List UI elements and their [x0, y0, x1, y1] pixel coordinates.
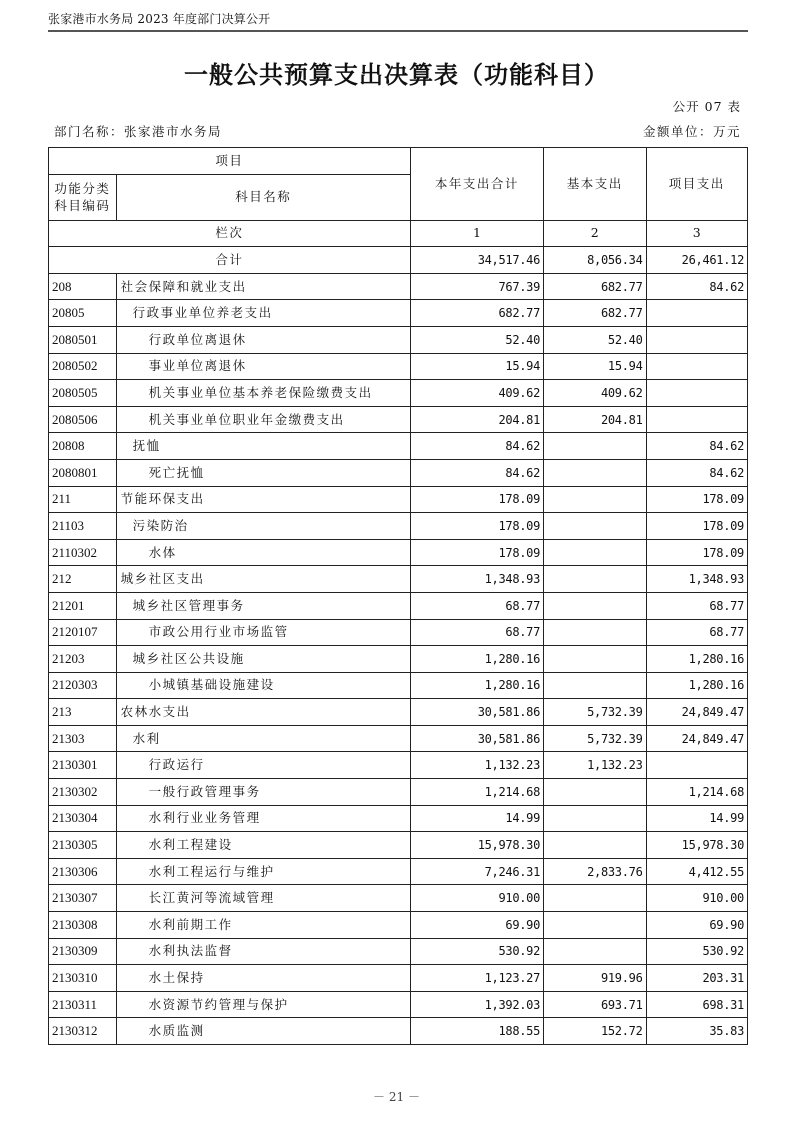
row-basic [544, 672, 646, 699]
row-code: 2130308 [49, 912, 117, 939]
total-row [49, 247, 748, 274]
row-name: 农林水支出 [116, 699, 410, 726]
row-total: 1,132.23 [410, 752, 543, 779]
row-total: 30,581.86 [410, 699, 543, 726]
department-name: 部门名称：张家港市水务局 [54, 124, 223, 139]
row-project: 4,412.55 [646, 858, 747, 885]
row-basic: 682.77 [544, 300, 646, 327]
row-name: 长江黄河等流域管理 [116, 885, 410, 912]
row-total: 1,214.68 [410, 779, 543, 806]
row-name: 一般行政管理事务 [116, 779, 410, 806]
row-code: 2080501 [49, 326, 117, 353]
row-total: 409.62 [410, 380, 543, 407]
table-row [49, 513, 748, 540]
column-index-1: 1 [410, 220, 543, 247]
row-total: 30,581.86 [410, 725, 543, 752]
row-basic: 409.62 [544, 380, 646, 407]
row-basic [544, 912, 646, 939]
table-row [49, 433, 748, 460]
row-code: 2130312 [49, 1018, 117, 1045]
table-row [49, 885, 748, 912]
row-basic: 5,732.39 [544, 699, 646, 726]
row-name: 社会保障和就业支出 [116, 273, 410, 300]
row-project: 698.31 [646, 991, 747, 1018]
row-name: 污染防治 [116, 513, 410, 540]
row-project: 14.99 [646, 805, 747, 832]
row-project [646, 353, 747, 380]
row-name: 水利前期工作 [116, 912, 410, 939]
row-name: 小城镇基础设施建设 [116, 672, 410, 699]
row-name: 死亡抚恤 [116, 459, 410, 486]
row-basic: 204.81 [544, 406, 646, 433]
row-basic [544, 885, 646, 912]
column-index-3: 3 [646, 220, 747, 247]
table-row [49, 406, 748, 433]
total-basic: 8,056.34 [544, 247, 646, 274]
row-code: 2130304 [49, 805, 117, 832]
row-total: 14.99 [410, 805, 543, 832]
table-row [49, 1018, 748, 1045]
page-title: 一般公共预算支出决算表（功能科目） [184, 61, 609, 89]
row-total: 178.09 [410, 539, 543, 566]
table-row [49, 858, 748, 885]
row-name: 水资源节约管理与保护 [116, 991, 410, 1018]
row-total: 68.77 [410, 592, 543, 619]
row-project [646, 300, 747, 327]
total-project: 26,461.12 [646, 247, 747, 274]
row-code: 2080502 [49, 353, 117, 380]
row-total: 15,978.30 [410, 832, 543, 859]
row-code: 212 [49, 566, 117, 593]
row-basic: 1,132.23 [544, 752, 646, 779]
row-basic [544, 592, 646, 619]
row-project: 68.77 [646, 592, 747, 619]
header-row-1 [49, 148, 748, 175]
row-name: 行政单位离退休 [116, 326, 410, 353]
row-total: 178.09 [410, 486, 543, 513]
row-project: 178.09 [646, 486, 747, 513]
row-name: 水体 [116, 539, 410, 566]
row-total: 1,280.16 [410, 672, 543, 699]
table-row [49, 965, 748, 992]
total-label: 合计 [49, 247, 411, 274]
row-code: 21303 [49, 725, 117, 752]
row-project: 1,214.68 [646, 779, 747, 806]
header-total: 本年支出合计 [410, 148, 543, 221]
amount-unit: 金额单位：万元 [642, 124, 741, 139]
row-project: 15,978.30 [646, 832, 747, 859]
row-total: 178.09 [410, 513, 543, 540]
table-row [49, 592, 748, 619]
table-row [49, 805, 748, 832]
header-code-line2: 科目编码 [54, 198, 111, 214]
row-project: 35.83 [646, 1018, 747, 1045]
table-row [49, 273, 748, 300]
row-project: 24,849.47 [646, 725, 747, 752]
row-project: 84.62 [646, 273, 747, 300]
column-index-row [49, 220, 748, 247]
header-code-line1: 功能分类 [54, 181, 111, 197]
row-code: 2130305 [49, 832, 117, 859]
row-code: 2080505 [49, 380, 117, 407]
row-code: 20805 [49, 300, 117, 327]
row-total: 1,348.93 [410, 566, 543, 593]
row-code: 2130302 [49, 779, 117, 806]
row-total: 910.00 [410, 885, 543, 912]
row-name: 水利执法监督 [116, 938, 410, 965]
row-basic [544, 539, 646, 566]
row-code: 2130307 [49, 885, 117, 912]
row-total: 69.90 [410, 912, 543, 939]
table-row [49, 300, 748, 327]
header-item: 项目 [49, 148, 411, 175]
row-project: 178.09 [646, 513, 747, 540]
table-row [49, 752, 748, 779]
row-basic: 2,833.76 [544, 858, 646, 885]
row-name: 水利 [116, 725, 410, 752]
row-total: 1,123.27 [410, 965, 543, 992]
row-basic: 682.77 [544, 273, 646, 300]
table-row [49, 779, 748, 806]
row-basic [544, 513, 646, 540]
row-name: 抚恤 [116, 433, 410, 460]
header-project: 项目支出 [646, 148, 747, 221]
row-name: 机关事业单位职业年金缴费支出 [116, 406, 410, 433]
row-project [646, 326, 747, 353]
row-code: 21103 [49, 513, 117, 540]
row-project [646, 752, 747, 779]
table-row [49, 326, 748, 353]
row-total: 1,280.16 [410, 646, 543, 673]
row-project: 24,849.47 [646, 699, 747, 726]
row-basic [544, 566, 646, 593]
table-row [49, 566, 748, 593]
row-project: 1,280.16 [646, 646, 747, 673]
table-row [49, 619, 748, 646]
row-basic: 15.94 [544, 353, 646, 380]
row-basic [544, 832, 646, 859]
row-name: 城乡社区公共设施 [116, 646, 410, 673]
row-code: 20808 [49, 433, 117, 460]
row-basic: 5,732.39 [544, 725, 646, 752]
row-project: 910.00 [646, 885, 747, 912]
row-project: 530.92 [646, 938, 747, 965]
table-row [49, 353, 748, 380]
row-name: 水利行业业务管理 [116, 805, 410, 832]
row-total: 68.77 [410, 619, 543, 646]
row-basic [544, 433, 646, 460]
table-row [49, 832, 748, 859]
row-project: 1,348.93 [646, 566, 747, 593]
column-index-label: 栏次 [49, 220, 411, 247]
table-row [49, 991, 748, 1018]
row-basic [544, 805, 646, 832]
row-basic: 152.72 [544, 1018, 646, 1045]
table-row [49, 539, 748, 566]
row-total: 1,392.03 [410, 991, 543, 1018]
row-code: 2120107 [49, 619, 117, 646]
row-total: 84.62 [410, 459, 543, 486]
row-name: 城乡社区支出 [116, 566, 410, 593]
row-basic [544, 779, 646, 806]
row-code: 208 [49, 273, 117, 300]
column-index-2: 2 [544, 220, 646, 247]
row-total: 530.92 [410, 938, 543, 965]
row-name: 水质监测 [116, 1018, 410, 1045]
table-row [49, 380, 748, 407]
row-project: 1,280.16 [646, 672, 747, 699]
row-total: 15.94 [410, 353, 543, 380]
row-project: 203.31 [646, 965, 747, 992]
header-name: 科目名称 [116, 174, 410, 220]
row-code: 2080506 [49, 406, 117, 433]
row-code: 2120303 [49, 672, 117, 699]
row-name: 水利工程建设 [116, 832, 410, 859]
row-basic [544, 619, 646, 646]
row-basic: 52.40 [544, 326, 646, 353]
row-name: 城乡社区管理事务 [116, 592, 410, 619]
header-basic: 基本支出 [544, 148, 646, 221]
row-basic [544, 938, 646, 965]
row-code: 2130309 [49, 938, 117, 965]
header-code [49, 174, 117, 220]
row-project [646, 406, 747, 433]
table-row [49, 459, 748, 486]
row-code: 2130306 [49, 858, 117, 885]
row-total: 52.40 [410, 326, 543, 353]
expenditure-table [48, 147, 748, 1045]
row-code: 2130301 [49, 752, 117, 779]
running-header: 张家港市水务局 2023 年度部门决算公开 [48, 10, 748, 32]
row-name: 水利工程运行与维护 [116, 858, 410, 885]
page-number: － 21 － [373, 1090, 420, 1104]
table-number: 公开 07 表 [672, 99, 741, 114]
table-row [49, 672, 748, 699]
table-row [49, 646, 748, 673]
table-row [49, 486, 748, 513]
row-project [646, 380, 747, 407]
row-basic: 919.96 [544, 965, 646, 992]
row-name: 行政事业单位养老支出 [116, 300, 410, 327]
row-code: 21201 [49, 592, 117, 619]
row-name: 市政公用行业市场监管 [116, 619, 410, 646]
row-code: 2130310 [49, 965, 117, 992]
row-name: 水土保持 [116, 965, 410, 992]
row-code: 2130311 [49, 991, 117, 1018]
row-total: 84.62 [410, 433, 543, 460]
row-basic [544, 486, 646, 513]
row-basic [544, 459, 646, 486]
row-basic [544, 646, 646, 673]
row-name: 行政运行 [116, 752, 410, 779]
row-total: 188.55 [410, 1018, 543, 1045]
row-project: 69.90 [646, 912, 747, 939]
row-basic: 693.71 [544, 991, 646, 1018]
row-code: 21203 [49, 646, 117, 673]
row-name: 事业单位离退休 [116, 353, 410, 380]
total-sum: 34,517.46 [410, 247, 543, 274]
row-project: 84.62 [646, 433, 747, 460]
row-code: 213 [49, 699, 117, 726]
row-name: 节能环保支出 [116, 486, 410, 513]
table-row [49, 912, 748, 939]
row-code: 2080801 [49, 459, 117, 486]
table-row [49, 725, 748, 752]
table-row [49, 938, 748, 965]
row-total: 682.77 [410, 300, 543, 327]
row-project: 68.77 [646, 619, 747, 646]
row-total: 7,246.31 [410, 858, 543, 885]
row-total: 767.39 [410, 273, 543, 300]
row-code: 2110302 [49, 539, 117, 566]
table-row [49, 699, 748, 726]
row-project: 178.09 [646, 539, 747, 566]
row-name: 机关事业单位基本养老保险缴费支出 [116, 380, 410, 407]
row-project: 84.62 [646, 459, 747, 486]
row-total: 204.81 [410, 406, 543, 433]
row-code: 211 [49, 486, 117, 513]
